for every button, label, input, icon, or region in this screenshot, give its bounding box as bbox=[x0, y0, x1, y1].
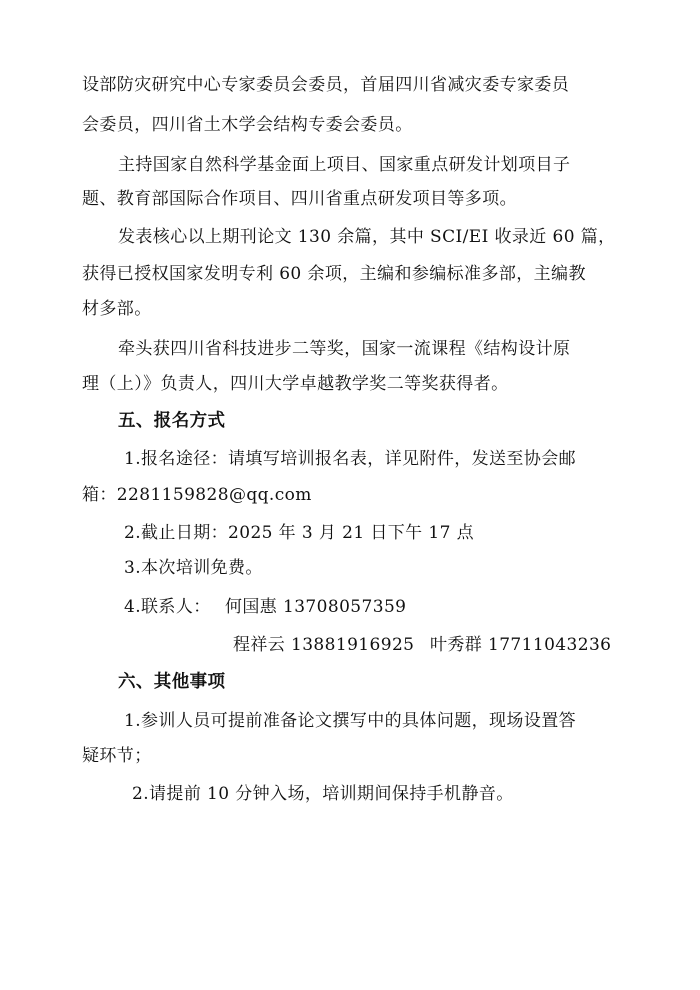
section-5-item-2: 2.截止日期：2025 年 3 月 21 日下午 17 点 bbox=[124, 523, 474, 543]
section-6-item-2: 2.请提前 10 分钟入场，培训期间保持手机静音。 bbox=[132, 784, 514, 804]
intro-line-2: 会委员，四川省土木学会结构专委会委员。 bbox=[82, 115, 413, 135]
awards-line-2: 理（上）》负责人，四川大学卓越教学奖二等奖获得者。 bbox=[82, 374, 509, 394]
projects-line-2: 题、教育部国际合作项目、四川省重点研发项目等多项。 bbox=[82, 189, 517, 209]
awards-line-1: 牵头获四川省科技进步二等奖，国家一流课程《结构设计原 bbox=[118, 339, 571, 359]
section-5-contact-3: 叶秀群 17711043236 bbox=[430, 635, 612, 655]
section-5-contact-2: 程祥云 13881916925 bbox=[233, 635, 415, 655]
section-6-item-1-line-2: 疑环节； bbox=[82, 746, 152, 766]
section-5-contact-1: 何国惠 13708057359 bbox=[225, 597, 407, 617]
section-5-item-1-line-1: 1.报名途径：请填写培训报名表，详见附件，发送至协会邮 bbox=[124, 449, 577, 469]
publications-line-3: 材多部。 bbox=[82, 299, 152, 319]
intro-line-1: 设部防灾研究中心专家委员会委员，首届四川省减灾委专家委员 bbox=[82, 75, 570, 95]
section-5-contact-label: 4.联系人： bbox=[124, 597, 211, 617]
section-6-item-1-line-1: 1.参训人员可提前准备论文撰写中的具体问题，现场设置答 bbox=[124, 711, 577, 731]
section-5-heading: 五、报名方式 bbox=[118, 411, 226, 431]
section-5-item-1-line-2: 箱：2281159828@qq.com bbox=[82, 485, 312, 505]
publications-line-1: 发表核心以上期刊论文 130 余篇，其中 SCI/EI 收录近 60 篇， bbox=[118, 227, 616, 247]
projects-line-1: 主持国家自然科学基金面上项目、国家重点研发计划项目子 bbox=[118, 155, 571, 175]
section-6-heading: 六、其他事项 bbox=[118, 672, 226, 692]
publications-line-2: 获得已授权国家发明专利 60 余项，主编和参编标准多部，主编教 bbox=[82, 264, 586, 284]
section-5-item-3: 3.本次培训免费。 bbox=[124, 558, 263, 578]
